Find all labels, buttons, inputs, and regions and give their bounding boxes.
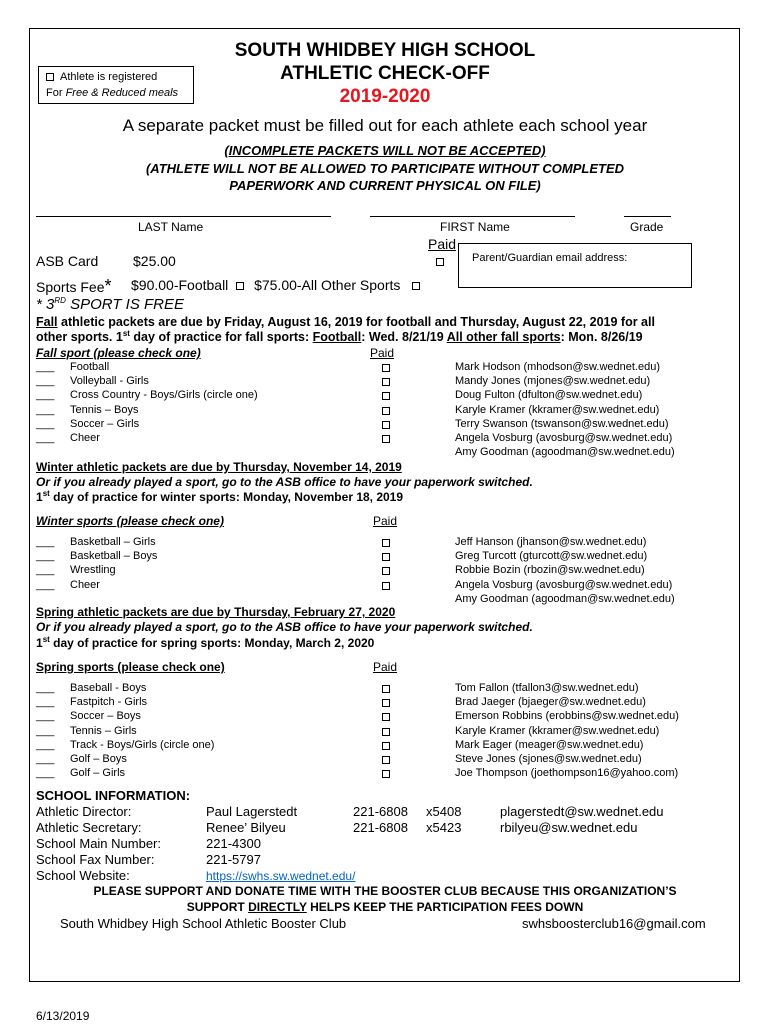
- reduced-meals-line1: [46, 71, 157, 83]
- fall-sport-paid-checkbox[interactable]: [382, 407, 390, 415]
- booster-club-name: South Whidbey High School Athletic Booster Club: [60, 916, 347, 931]
- fall-sport-label: Volleyball - Girls: [70, 375, 149, 388]
- fall-sport-paid-checkbox[interactable]: [382, 364, 390, 372]
- spring-paid-header: Paid: [373, 660, 398, 674]
- winter-sport-label: Wrestling: [70, 564, 116, 577]
- fall-sport-blank[interactable]: ___: [36, 403, 55, 416]
- spring-sport-blank[interactable]: ___: [36, 682, 55, 694]
- school-year: 2019-2020: [339, 86, 431, 107]
- fall-sport-paid-checkbox[interactable]: [382, 421, 390, 429]
- asb-paid-checkbox[interactable]: [436, 258, 444, 266]
- spring-coach-contact: Brad Jaeger (bjaeger@sw.wednet.edu): [455, 696, 646, 709]
- fall-coach-contact: Mandy Jones (mjones@sw.wednet.edu): [455, 375, 651, 388]
- fall-sport-paid-checkbox[interactable]: [382, 378, 390, 386]
- fall-coach-contact: Amy Goodman (agoodman@sw.wednet.edu): [455, 446, 675, 459]
- sec-label: Athletic Secretary:: [36, 820, 142, 835]
- winter-coach-contact: Amy Goodman (agoodman@sw.wednet.edu): [455, 592, 675, 605]
- fall-sport-paid-checkbox[interactable]: [382, 392, 390, 400]
- spring-sport-label: Fastpitch - Girls: [70, 696, 148, 709]
- notice-line4: PAPERWORK AND CURRENT PHYSICAL ON FILE): [229, 178, 541, 193]
- asb-card-amount: $25.00: [133, 253, 176, 269]
- fall-sport-blank[interactable]: ___: [36, 432, 55, 444]
- sec-ext: x5423: [426, 820, 462, 835]
- website-label: School Website:: [36, 868, 130, 883]
- other-sports-fee-checkbox[interactable]: [412, 282, 420, 290]
- winter-header: Winter sports (please check one): [36, 514, 224, 528]
- winter-sport-paid-checkbox[interactable]: [382, 582, 390, 590]
- spring-sport-label: Golf – Girls: [70, 767, 126, 780]
- first-name-label: FIRST Name: [440, 220, 510, 234]
- spring-sport-label: Track - Boys/Girls (circle one): [70, 738, 215, 751]
- ad-ext: x5408: [426, 804, 462, 819]
- football-fee: $90.00-Football $75.00-All Other Sports: [131, 277, 420, 293]
- fall-sport-label: Tennis – Boys: [70, 403, 139, 416]
- winter-sport-label: Basketball – Girls: [70, 536, 156, 548]
- sec-name: Renee’ Bilyeu: [206, 820, 286, 835]
- sports-fee-label: Sports Fee*: [36, 276, 112, 296]
- fall-sport-label: Football: [70, 361, 110, 373]
- parent-email-label: Parent/Guardian email address:: [472, 252, 628, 264]
- form-title: ATHLETIC CHECK-OFF: [280, 63, 490, 84]
- winter-sport-label: Cheer: [70, 578, 100, 591]
- notice-line2: (INCOMPLETE PACKETS WILL NOT BE ACCEPTED): [224, 143, 546, 158]
- spring-sport-blank[interactable]: ___: [36, 696, 55, 709]
- spring-sport-label: Baseball - Boys: [70, 682, 147, 694]
- fall-sport-label: Soccer – Girls: [70, 417, 140, 430]
- ad-email: plagerstedt@sw.wednet.edu: [500, 804, 664, 819]
- spring-sport-paid-checkbox[interactable]: [382, 742, 390, 750]
- sec-phone: 221-6808: [353, 820, 408, 835]
- fall-sport-label: Cheer: [70, 432, 100, 444]
- spring-coach-contact: Mark Eager (meager@sw.wednet.edu): [455, 738, 644, 751]
- last-name-field[interactable]: [36, 216, 331, 217]
- fax-number: 221-5797: [206, 852, 261, 867]
- spring-sport-paid-checkbox[interactable]: [382, 770, 390, 778]
- winter-paid-header: Paid: [373, 514, 398, 528]
- spring-due: Spring athletic packets are due by Thursday, February 27, 2020: [36, 605, 396, 619]
- spring-sport-blank[interactable]: ___: [36, 767, 55, 780]
- spring-practice: 1st day of practice for spring sports: Monday, March 2, 2020: [36, 635, 375, 650]
- winter-practice: 1st day of practice for winter sports: Monday, November 18, 2019: [36, 489, 404, 504]
- spring-coach-contact: Joe Thompson (joethompson16@yahoo.com): [455, 767, 679, 780]
- ad-name: Paul Lagerstedt: [206, 804, 298, 819]
- fall-coach-contact: Karyle Kramer (kkramer@sw.wednet.edu): [455, 403, 660, 416]
- spring-coach-contact: Tom Fallon (tfallon3@sw.wednet.edu): [455, 682, 639, 694]
- spring-sport-paid-checkbox[interactable]: [382, 756, 390, 764]
- winter-sport-blank[interactable]: ___: [36, 536, 55, 548]
- spring-sport-blank[interactable]: ___: [36, 724, 55, 737]
- fall-coach-contact: Mark Hodson (mhodson@sw.wednet.edu): [455, 361, 660, 373]
- notice-line3: (ATHLETE WILL NOT BE ALLOWED TO PARTICIPATE WITHOUT COMPLETED: [145, 161, 625, 176]
- school-name: SOUTH WHIDBEY HIGH SCHOOL: [234, 40, 536, 61]
- spring-coach-contact: Emerson Robbins (erobbins@sw.wednet.edu): [455, 710, 679, 723]
- winter-coach-contact: Jeff Hanson (jhanson@sw.wednet.edu): [455, 536, 647, 548]
- grade-label: Grade: [630, 220, 664, 234]
- notice-line1: A separate packet must be filled out for each athlete each school year: [122, 116, 648, 135]
- parent-email-box[interactable]: [458, 243, 692, 288]
- fall-header: Fall sport (please check one): [36, 346, 201, 360]
- spring-sport-label: Tennis – Girls: [70, 724, 137, 737]
- fall-paid-header: Paid: [370, 346, 395, 360]
- spring-header: Spring sports (please check one): [36, 660, 225, 674]
- school-info-header: SCHOOL INFORMATION:: [36, 788, 191, 803]
- football-fee-checkbox[interactable]: [236, 282, 244, 290]
- winter-asb-note: Or if you already played a sport, go to the ASB office to have your paperwork switched.: [36, 475, 533, 489]
- fall-sport-label: Cross Country - Boys/Girls (circle one): [70, 389, 258, 402]
- spring-sport-label: Golf – Boys: [70, 753, 127, 765]
- spring-sport-paid-checkbox[interactable]: [382, 728, 390, 736]
- fall-coach-contact: Doug Fulton (dfulton@sw.wednet.edu): [455, 389, 643, 402]
- spring-coach-contact: Steve Jones (sjones@sw.wednet.edu): [455, 753, 642, 765]
- spring-sport-paid-checkbox[interactable]: [382, 685, 390, 693]
- main-number-label: School Main Number:: [36, 836, 161, 851]
- footer-date: 6/13/2019: [36, 1009, 90, 1023]
- spring-sport-paid-checkbox[interactable]: [382, 699, 390, 707]
- fall-coach-contact: Angela Vosburg (avosburg@sw.wednet.edu): [455, 432, 673, 444]
- reduced-meals-line2: For Free & Reduced meals: [46, 87, 179, 99]
- winter-sport-blank[interactable]: ___: [36, 550, 55, 563]
- winter-coach-contact: Robbie Bozin (rbozin@sw.wednet.edu): [455, 564, 645, 577]
- last-name-label: LAST Name: [138, 220, 204, 234]
- ad-label: Athletic Director:: [36, 804, 132, 819]
- spring-sport-label: Soccer – Boys: [70, 710, 141, 723]
- spring-coach-contact: Karyle Kramer (kkramer@sw.wednet.edu): [455, 724, 660, 737]
- reduced-meals-text: Athlete is registered: [60, 71, 158, 83]
- fall-sport-blank[interactable]: ___: [36, 375, 55, 388]
- fall-due-line1: Fall athletic packets are due by Friday, August 16, 2019 for football and Thursday, August 22, 2019 for all: [36, 315, 655, 329]
- winter-coach-contact: Angela Vosburg (avosburg@sw.wednet.edu): [455, 578, 673, 591]
- reduced-meals-checkbox[interactable]: [46, 73, 54, 81]
- sec-email: rbilyeu@sw.wednet.edu: [500, 820, 638, 835]
- fall-sport-paid-checkbox[interactable]: [382, 435, 390, 443]
- fax-number-label: School Fax Number:: [36, 852, 155, 867]
- third-sport-free: * 3RD SPORT IS FREE: [36, 296, 185, 313]
- winter-coach-contact: Greg Turcott (gturcott@sw.wednet.edu): [455, 550, 648, 563]
- first-name-field[interactable]: [370, 216, 575, 217]
- spring-sport-blank[interactable]: ___: [36, 753, 55, 765]
- booster-club-email: swhsboosterclub16@gmail.com: [522, 916, 706, 931]
- fall-sport-blank[interactable]: ___: [36, 361, 55, 373]
- winter-due: Winter athletic packets are due by Thursday, November 14, 2019: [36, 460, 402, 474]
- fall-coach-contact: Terry Swanson (tswanson@sw.wednet.edu): [455, 417, 669, 430]
- asb-card-label: ASB Card: [36, 253, 99, 269]
- winter-sport-blank[interactable]: ___: [36, 564, 55, 577]
- fall-due-line2: other sports. 1st day of practice for fall sports: Football: Wed. 8/21/19 All other fall sports: Mon. 8/26/19: [36, 328, 643, 344]
- main-number: 221-4300: [206, 836, 261, 851]
- fall-sport-blank[interactable]: ___: [36, 389, 55, 402]
- fall-sport-blank[interactable]: ___: [36, 417, 55, 430]
- fee-paid-header: Paid: [428, 236, 457, 252]
- booster-line2: SUPPORT DIRECTLY HELPS KEEP THE PARTICIPATION FEES DOWN: [186, 900, 584, 914]
- ad-phone: 221-6808: [353, 804, 408, 819]
- winter-sport-paid-checkbox[interactable]: [382, 553, 390, 561]
- spring-sport-blank[interactable]: ___: [36, 738, 55, 751]
- winter-sport-paid-checkbox[interactable]: [382, 539, 390, 547]
- winter-sport-label: Basketball – Boys: [70, 550, 158, 563]
- winter-sport-blank[interactable]: ___: [36, 578, 55, 591]
- grade-field[interactable]: [624, 216, 671, 217]
- spring-asb-note: Or if you already played a sport, go to the ASB office to have your paperwork switched.: [36, 620, 533, 634]
- spring-sport-paid-checkbox[interactable]: [382, 713, 390, 721]
- spring-sport-blank[interactable]: ___: [36, 710, 55, 723]
- winter-sport-paid-checkbox[interactable]: [382, 567, 390, 575]
- website-link[interactable]: https://swhs.sw.wednet.edu/: [206, 869, 356, 883]
- booster-line1: PLEASE SUPPORT AND DONATE TIME WITH THE BOOSTER CLUB BECAUSE THIS ORGANIZATION’S: [93, 884, 677, 898]
